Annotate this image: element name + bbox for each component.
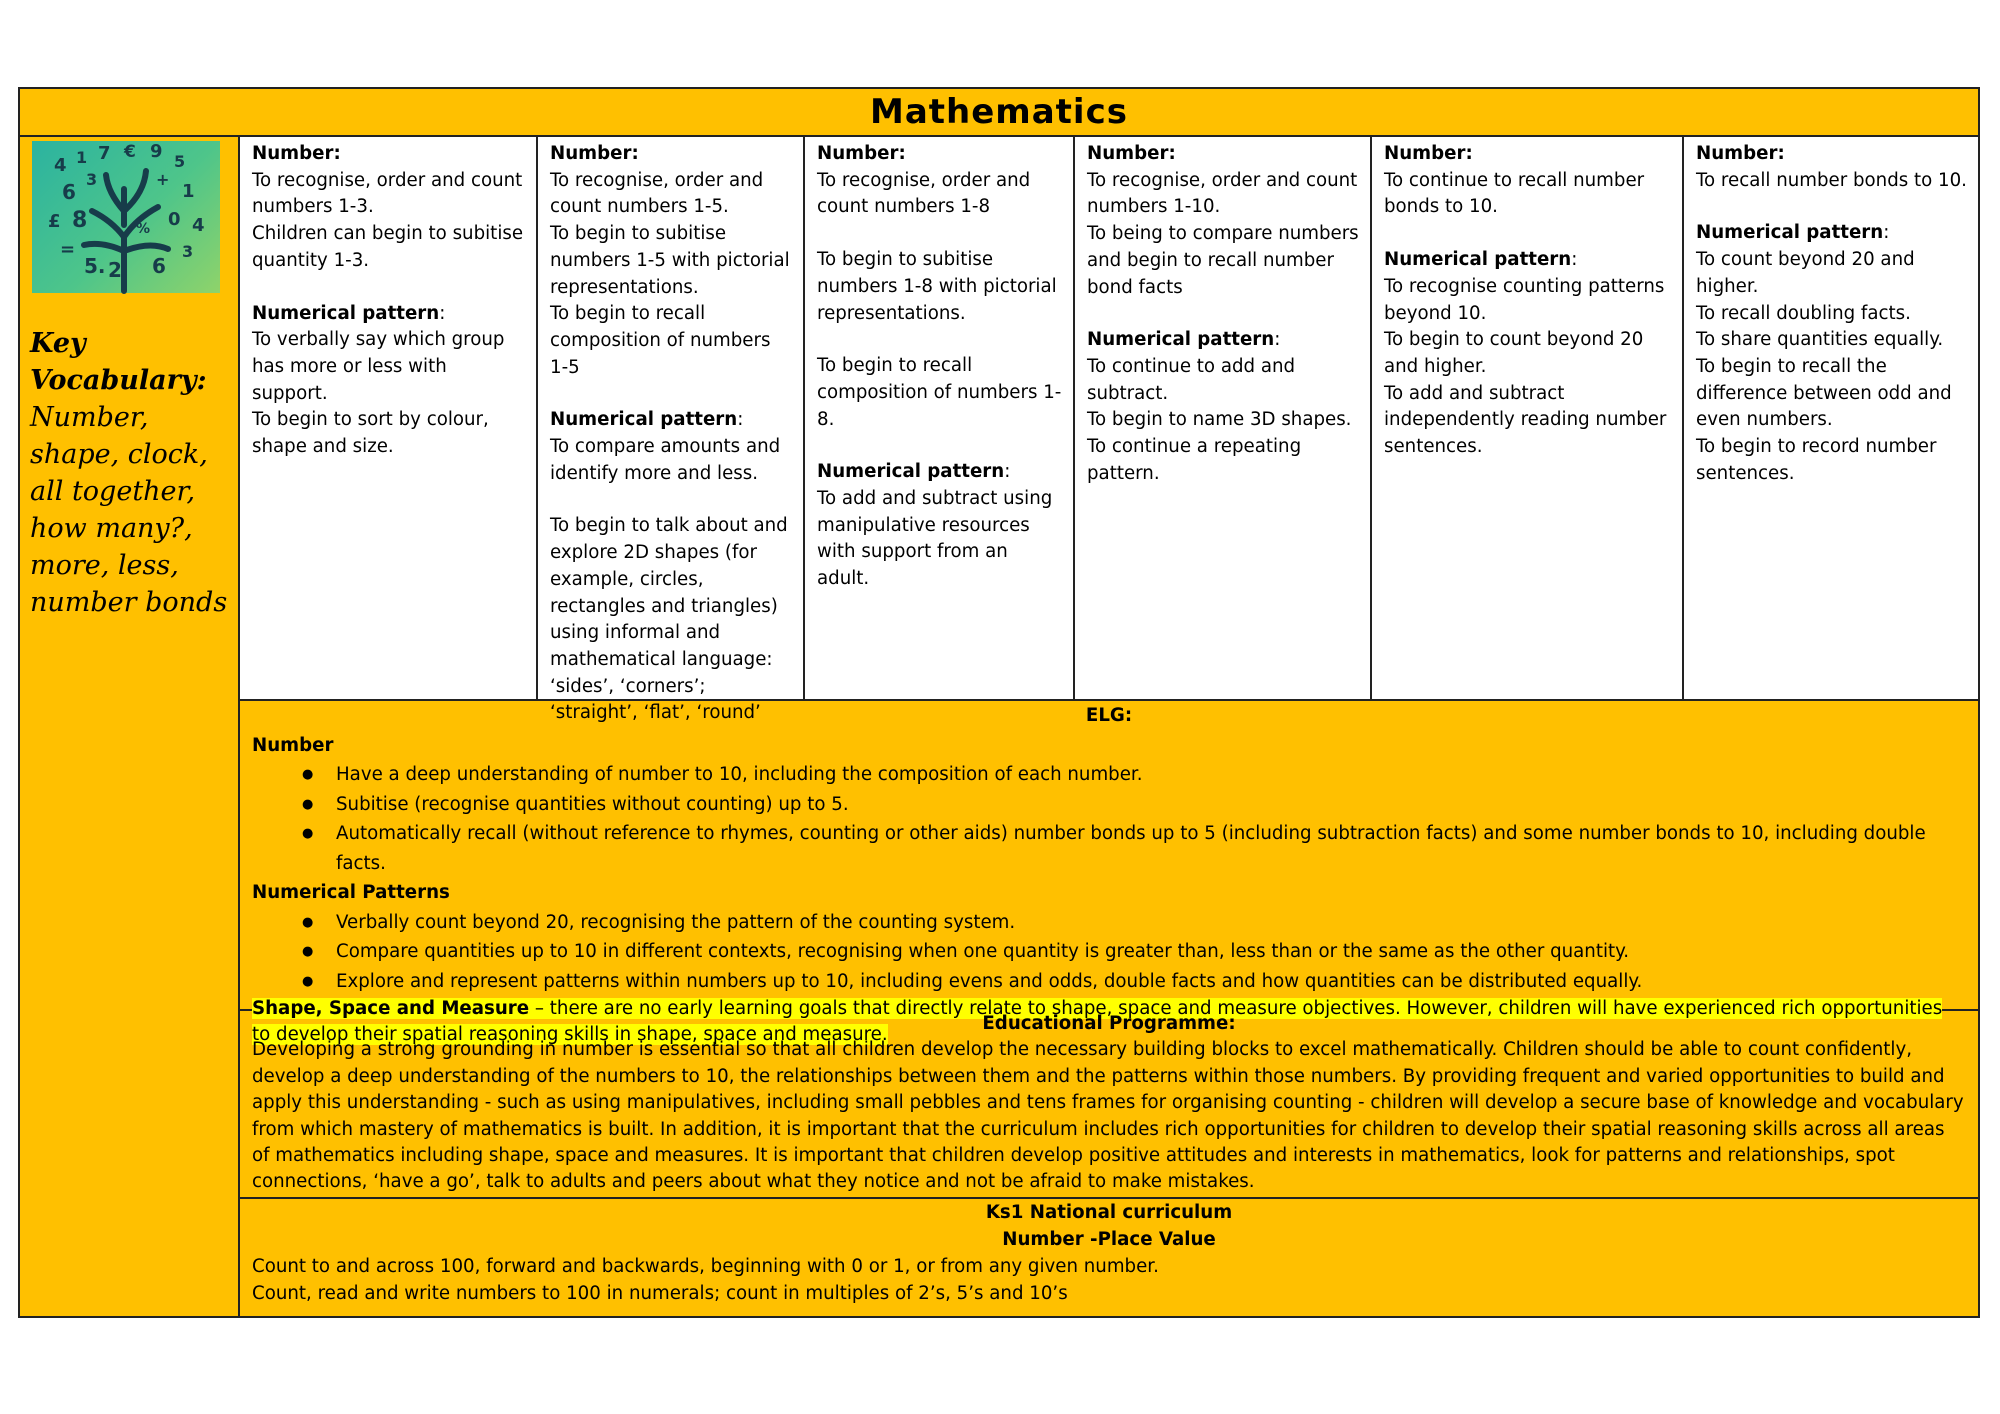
svg-text:4: 4 bbox=[54, 155, 67, 176]
ssm-text: – there are no early learning goals that directly relate to shape, space and measure objectives. However, children will have experienced rich opportunities to develop their spatial reasoning skills in shape, space and measure. bbox=[252, 998, 1943, 1045]
objective-text: To continue to add and subtract. bbox=[1087, 355, 1296, 404]
ks1-line: Count, read and write numbers to 100 in numerals; count in multiples of 2’s, 5’s and 10’s bbox=[252, 1283, 1068, 1304]
svg-text:4: 4 bbox=[192, 215, 205, 236]
list-item: ● Explore and represent patterns within numbers up to 10, including evens and odds, double facts and how quantities can be distributed equally. bbox=[302, 967, 1966, 997]
list-item: ● Automatically recall (without reference to rhymes, counting or other aids) number bonds up to 5 (including subtraction facts) and some number bonds to 10, including double facts. bbox=[302, 819, 1966, 878]
objective-text: To verbally say which group has more or less with support. bbox=[252, 329, 505, 404]
numerical-pattern-heading: Numerical pattern bbox=[1696, 222, 1884, 244]
svg-text:0: 0 bbox=[168, 209, 181, 230]
objective-text: To recognise, order and count numbers 1-3. bbox=[252, 169, 523, 218]
educational-programme-heading: Educational Programme: bbox=[982, 1013, 1236, 1034]
number-heading: Number: bbox=[1696, 143, 1785, 164]
elg-number-list bbox=[252, 760, 1966, 878]
svg-text:%: % bbox=[136, 221, 151, 237]
ks1-subheading: Number -Place Value bbox=[1002, 1229, 1216, 1250]
svg-text:3: 3 bbox=[86, 170, 98, 189]
objective-text: To begin to record number sentences. bbox=[1696, 436, 1937, 484]
objective-text: To compare amounts and identify more and less. bbox=[550, 436, 781, 484]
svg-text:5: 5 bbox=[174, 152, 186, 171]
number-heading: Number: bbox=[1087, 143, 1176, 164]
svg-text:=: = bbox=[60, 239, 76, 260]
number-heading: Number: bbox=[1384, 143, 1473, 164]
number-heading: Number: bbox=[817, 143, 906, 164]
phase-column-5: Number: To continue to recall number bonds to 10. Numerical pattern: To recognise counting patterns beyond 10. To begin to count beyond 20 and higher. To add and subtract independently reading number sentences. bbox=[1372, 137, 1684, 699]
list-item: ● Compare quantities up to 10 in different contexts, recognising when one quantity is greater than, less than or the same as the other quantity. bbox=[302, 937, 1966, 967]
phase-column-4: Number: To recognise, order and count numbers 1-10. To being to compare numbers and begin to recall number bond facts Numerical pattern: To continue to add and subtract. To begin to name 3D shapes. To continue a repeating pattern. bbox=[1075, 137, 1372, 699]
objective-text: To continue to recall number bonds to 10. bbox=[1384, 169, 1645, 218]
list-item: ● Have a deep understanding of number to 10, including the composition of each number. bbox=[302, 760, 1966, 790]
list-item: ● Verbally count beyond 20, recognising the pattern of the counting system. bbox=[302, 908, 1966, 938]
educational-programme-section bbox=[240, 1011, 1978, 1199]
svg-text:€: € bbox=[124, 142, 136, 162]
ks1-section bbox=[240, 1199, 1978, 1316]
objective-text: To begin to recall composition of numbers 1-8. bbox=[817, 355, 1062, 430]
number-heading: Number: bbox=[550, 143, 639, 164]
left-column bbox=[20, 137, 240, 1316]
objective-text: Children can begin to subitise quantity 1-3. bbox=[252, 223, 524, 271]
elg-number-heading: Number bbox=[252, 734, 334, 756]
ssm-heading: Shape, Space and Measure bbox=[252, 998, 530, 1019]
svg-text:£: £ bbox=[48, 211, 61, 232]
svg-text:6: 6 bbox=[152, 254, 166, 278]
objective-text: To add and subtract using manipulative resources with support from an adult. bbox=[817, 488, 1053, 590]
numerical-pattern-heading: Numerical pattern bbox=[1087, 329, 1275, 351]
objective-text: To recognise counting patterns beyond 10. bbox=[1384, 275, 1665, 324]
key-vocabulary-text: Number, shape, clock, all together, how many?, more, less, number bonds bbox=[30, 402, 228, 618]
objective-text: To begin to recall the difference between odd and even numbers. bbox=[1696, 355, 1952, 431]
mathematics-sheet bbox=[18, 87, 1980, 1318]
number-heading: Number: bbox=[252, 143, 341, 164]
number-tree-image bbox=[32, 141, 220, 293]
svg-text:8: 8 bbox=[72, 208, 88, 233]
list-item: ● Subitise (recognise quantities without counting) up to 5. bbox=[302, 790, 1966, 820]
objective-text: To count beyond 20 and higher. bbox=[1696, 249, 1915, 297]
phase-column-3: Number: To recognise, order and count numbers 1-8 To begin to subitise numbers 1-8 with pictorial representations. To begin to recall composition of numbers 1-8. Numerical pattern: To add and subtract using manipulative resources with support from an adult. bbox=[805, 137, 1075, 699]
objective-text: To begin to talk about and explore 2D shapes (for example, circles, rectangles and triangles) using informal and mathematical language: ‘sides’, ‘corners’; ‘straight’, ‘flat’, ‘round’ bbox=[550, 515, 788, 724]
ks1-line: Count to and across 100, forward and backwards, beginning with 0 or 1, or from any given number. bbox=[252, 1256, 1159, 1277]
objective-text: To recognise, order and count numbers 1-5. bbox=[550, 169, 764, 218]
key-vocabulary bbox=[30, 325, 235, 621]
numerical-pattern-heading: Numerical pattern bbox=[1384, 249, 1572, 271]
educational-programme-text: Developing a strong grounding in number is essential so that all children develop the necessary building blocks to excel mathematically. Children should be able to count confidently, develop a deep understanding of the numbers to 10, the relationships between them and the patterns within those numbers. By providing frequent and varied opportunities to build and apply this understanding - such as using manipulatives, including small pebbles and tens frames for organising counting - children will develop a secure base of knowledge and vocabulary from which mastery of mathematics is built. In addition, it is important that the curriculum includes rich opportunities for children to develop their spatial reasoning skills across all areas of mathematics including shape, space and measures. It is important that children develop positive attitudes and interests in mathematics, look for patterns and relationships, spot connections, ‘have a go’, talk to adults and peers about what they notice and not be afraid to make mistakes. bbox=[252, 1039, 1964, 1193]
svg-text:3: 3 bbox=[182, 242, 194, 261]
objective-text: To add and subtract independently reading number sentences. bbox=[1384, 382, 1667, 458]
key-vocabulary-title: Key Vocabulary: bbox=[30, 328, 207, 396]
phase-column-2: Number: To recognise, order and count numbers 1-5. To begin to subitise numbers 1-5 with pictorial representations. To begin to recall composition of numbers 1-5 Numerical pattern: To compare amounts and identify more and less. To begin to talk about and explore 2D shapes (for example, circles, rectangles and triangles) using informal and mathematical language: ‘sides’, ‘corners’; ‘straight’, ‘flat’, ‘round’ bbox=[538, 137, 805, 699]
elg-patterns-heading: Numerical Patterns bbox=[252, 882, 450, 903]
svg-text:+: + bbox=[156, 170, 170, 189]
objective-text: To begin to subitise numbers 1-5 with pictorial representations. bbox=[550, 223, 790, 298]
page-title: Mathematics bbox=[20, 89, 1978, 137]
objective-text: To begin to name 3D shapes. bbox=[1087, 409, 1352, 431]
svg-text:2: 2 bbox=[108, 258, 122, 282]
number-tree-icon bbox=[32, 141, 220, 293]
objective-text: To being to compare numbers and begin to recall number bond facts bbox=[1087, 223, 1359, 298]
svg-text:5.: 5. bbox=[84, 254, 106, 278]
objective-text: To begin to subitise numbers 1-8 with pictorial representations. bbox=[817, 249, 1057, 324]
elg-heading: ELG: bbox=[1085, 705, 1133, 726]
numerical-pattern-heading: Numerical pattern bbox=[252, 302, 440, 324]
svg-text:1: 1 bbox=[76, 148, 88, 167]
elg-patterns-list bbox=[252, 908, 1966, 997]
svg-text:9: 9 bbox=[150, 141, 163, 162]
objective-text: To begin to count beyond 20 and higher. bbox=[1384, 329, 1644, 377]
objective-text: To recall doubling facts. bbox=[1696, 302, 1911, 324]
objective-text: To begin to sort by colour, shape and size. bbox=[252, 409, 489, 458]
svg-text:1: 1 bbox=[182, 181, 195, 202]
objective-text: To recognise, order and count numbers 1-8 bbox=[817, 169, 1031, 218]
objective-text: To recognise, order and count numbers 1-10. bbox=[1087, 169, 1358, 218]
numerical-pattern-heading: Numerical pattern bbox=[550, 409, 738, 431]
objective-text: To share quantities equally. bbox=[1696, 329, 1944, 351]
ks1-heading: Ks1 National curriculum bbox=[985, 1202, 1233, 1223]
svg-text:6: 6 bbox=[62, 180, 76, 204]
objective-text: To begin to recall composition of numbers 1-5 bbox=[550, 303, 771, 378]
objective-text: To recall number bonds to 10. bbox=[1696, 169, 1967, 191]
phase-column-1: Number: To recognise, order and count numbers 1-3. Children can begin to subitise quantity 1-3. Numerical pattern: To verbally say which group has more or less with support. To begin to sort by colour, shape and size. bbox=[240, 137, 538, 699]
objective-text: To continue a repeating pattern. bbox=[1087, 436, 1302, 484]
phase-column-6: Number: To recall number bonds to 10. Numerical pattern: To count beyond 20 and higher. To recall doubling facts. To share quantities equally. To begin to recall the difference between odd and even numbers. To begin to record number sentences. bbox=[1684, 137, 1978, 699]
numerical-pattern-heading: Numerical pattern bbox=[817, 461, 1005, 483]
svg-text:7: 7 bbox=[98, 143, 111, 164]
